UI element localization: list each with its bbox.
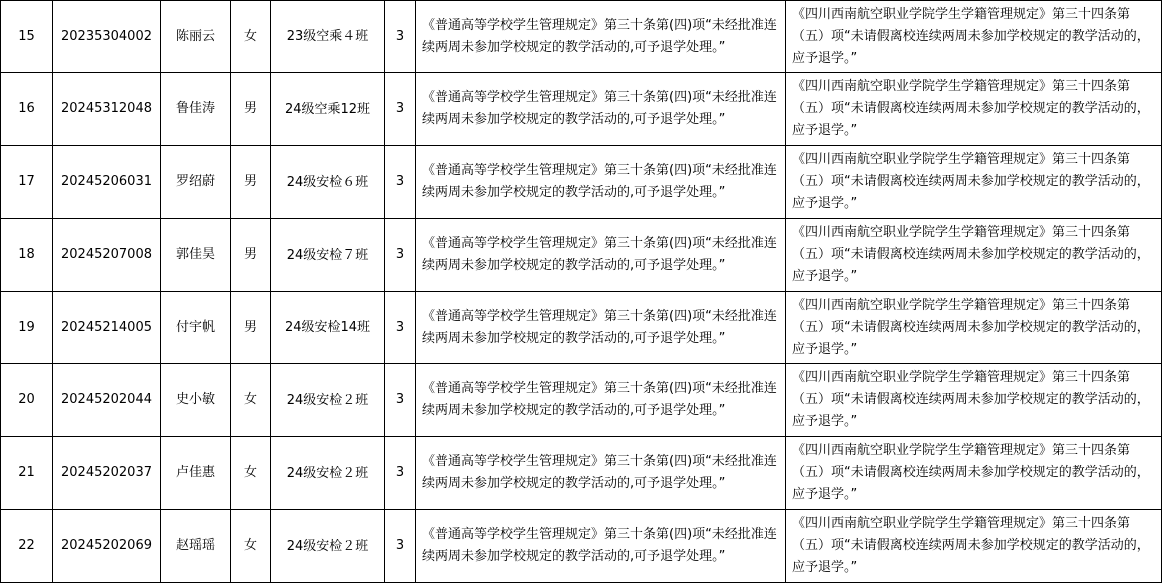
cell-count: 3	[385, 292, 416, 364]
cell-name: 罗绍蔚	[161, 146, 231, 219]
cell-class: 24级空乘12班	[271, 73, 385, 146]
cell-index: 19	[1, 292, 53, 364]
cell-index: 20	[1, 364, 53, 437]
cell-class: 24级安检７班	[271, 219, 385, 292]
cell-school-rule: 《四川西南航空职业学院学生学籍管理规定》第三十四条第（五）项“未请假离校连续两周未参加学校规定的教学活动的，应予退学。”	[786, 219, 1162, 292]
cell-index: 16	[1, 73, 53, 146]
cell-count: 3	[385, 73, 416, 146]
cell-national-rule: 《普通高等学校学生管理规定》第三十条第(四)项“未经批准连续两周未参加学校规定的教学活动的,可予退学处理。”	[416, 437, 786, 510]
cell-index: 22	[1, 510, 53, 583]
cell-class: 24级安检２班	[271, 364, 385, 437]
cell-count: 3	[385, 364, 416, 437]
cell-index: 21	[1, 437, 53, 510]
cell-school-rule: 《四川西南航空职业学院学生学籍管理规定》第三十四条第（五）项“未请假离校连续两周未参加学校规定的教学活动的，应予退学。”	[786, 510, 1162, 583]
cell-gender: 男	[231, 219, 271, 292]
cell-national-rule: 《普通高等学校学生管理规定》第三十条第(四)项“未经批准连续两周未参加学校规定的教学活动的,可予退学处理。”	[416, 1, 786, 73]
table-row	[1, 510, 1162, 583]
table-row	[1, 437, 1162, 510]
cell-name: 郭佳昊	[161, 219, 231, 292]
cell-class: 24级安检14班	[271, 292, 385, 364]
cell-national-rule: 《普通高等学校学生管理规定》第三十条第(四)项“未经批准连续两周未参加学校规定的教学活动的,可予退学处理。”	[416, 510, 786, 583]
cell-student-id: 20245206031	[53, 146, 161, 219]
cell-name: 赵瑶瑶	[161, 510, 231, 583]
cell-student-id: 20245202037	[53, 437, 161, 510]
cell-name: 陈丽云	[161, 1, 231, 73]
cell-count: 3	[385, 437, 416, 510]
cell-gender: 女	[231, 437, 271, 510]
cell-index: 18	[1, 219, 53, 292]
table-row	[1, 146, 1162, 219]
cell-school-rule: 《四川西南航空职业学院学生学籍管理规定》第三十四条第（五）项“未请假离校连续两周未参加学校规定的教学活动的，应予退学。”	[786, 1, 1162, 73]
cell-national-rule: 《普通高等学校学生管理规定》第三十条第(四)项“未经批准连续两周未参加学校规定的教学活动的,可予退学处理。”	[416, 292, 786, 364]
cell-class: 23级空乘４班	[271, 1, 385, 73]
cell-student-id: 20235304002	[53, 1, 161, 73]
cell-gender: 男	[231, 73, 271, 146]
cell-school-rule: 《四川西南航空职业学院学生学籍管理规定》第三十四条第（五）项“未请假离校连续两周未参加学校规定的教学活动的，应予退学。”	[786, 146, 1162, 219]
cell-name: 史小敏	[161, 364, 231, 437]
cell-school-rule: 《四川西南航空职业学院学生学籍管理规定》第三十四条第（五）项“未请假离校连续两周未参加学校规定的教学活动的，应予退学。”	[786, 73, 1162, 146]
cell-count: 3	[385, 219, 416, 292]
cell-name: 鲁佳涛	[161, 73, 231, 146]
cell-name: 卢佳惠	[161, 437, 231, 510]
cell-count: 3	[385, 146, 416, 219]
table-row	[1, 219, 1162, 292]
cell-gender: 女	[231, 364, 271, 437]
cell-gender: 男	[231, 146, 271, 219]
cell-national-rule: 《普通高等学校学生管理规定》第三十条第(四)项“未经批准连续两周未参加学校规定的教学活动的,可予退学处理。”	[416, 73, 786, 146]
cell-student-id: 20245202069	[53, 510, 161, 583]
cell-school-rule: 《四川西南航空职业学院学生学籍管理规定》第三十四条第（五）项“未请假离校连续两周未参加学校规定的教学活动的，应予退学。”	[786, 437, 1162, 510]
cell-school-rule: 《四川西南航空职业学院学生学籍管理规定》第三十四条第（五）项“未请假离校连续两周未参加学校规定的教学活动的，应予退学。”	[786, 364, 1162, 437]
cell-student-id: 20245202044	[53, 364, 161, 437]
table-row	[1, 1, 1162, 73]
table-row	[1, 364, 1162, 437]
cell-national-rule: 《普通高等学校学生管理规定》第三十条第(四)项“未经批准连续两周未参加学校规定的教学活动的,可予退学处理。”	[416, 146, 786, 219]
cell-class: 24级安检６班	[271, 146, 385, 219]
cell-gender: 男	[231, 292, 271, 364]
cell-index: 15	[1, 1, 53, 73]
cell-gender: 女	[231, 510, 271, 583]
cell-name: 付宇帆	[161, 292, 231, 364]
cell-class: 24级安检２班	[271, 510, 385, 583]
cell-national-rule: 《普通高等学校学生管理规定》第三十条第(四)项“未经批准连续两周未参加学校规定的教学活动的,可予退学处理。”	[416, 364, 786, 437]
cell-student-id: 20245214005	[53, 292, 161, 364]
table-row	[1, 292, 1162, 364]
cell-count: 3	[385, 510, 416, 583]
cell-class: 24级安检２班	[271, 437, 385, 510]
table-body	[1, 1, 1162, 583]
cell-school-rule: 《四川西南航空职业学院学生学籍管理规定》第三十四条第（五）项“未请假离校连续两周未参加学校规定的教学活动的，应予退学。”	[786, 292, 1162, 364]
cell-student-id: 20245207008	[53, 219, 161, 292]
cell-national-rule: 《普通高等学校学生管理规定》第三十条第(四)项“未经批准连续两周未参加学校规定的教学活动的,可予退学处理。”	[416, 219, 786, 292]
cell-index: 17	[1, 146, 53, 219]
cell-count: 3	[385, 1, 416, 73]
table-row	[1, 73, 1162, 146]
cell-student-id: 20245312048	[53, 73, 161, 146]
cell-gender: 女	[231, 1, 271, 73]
